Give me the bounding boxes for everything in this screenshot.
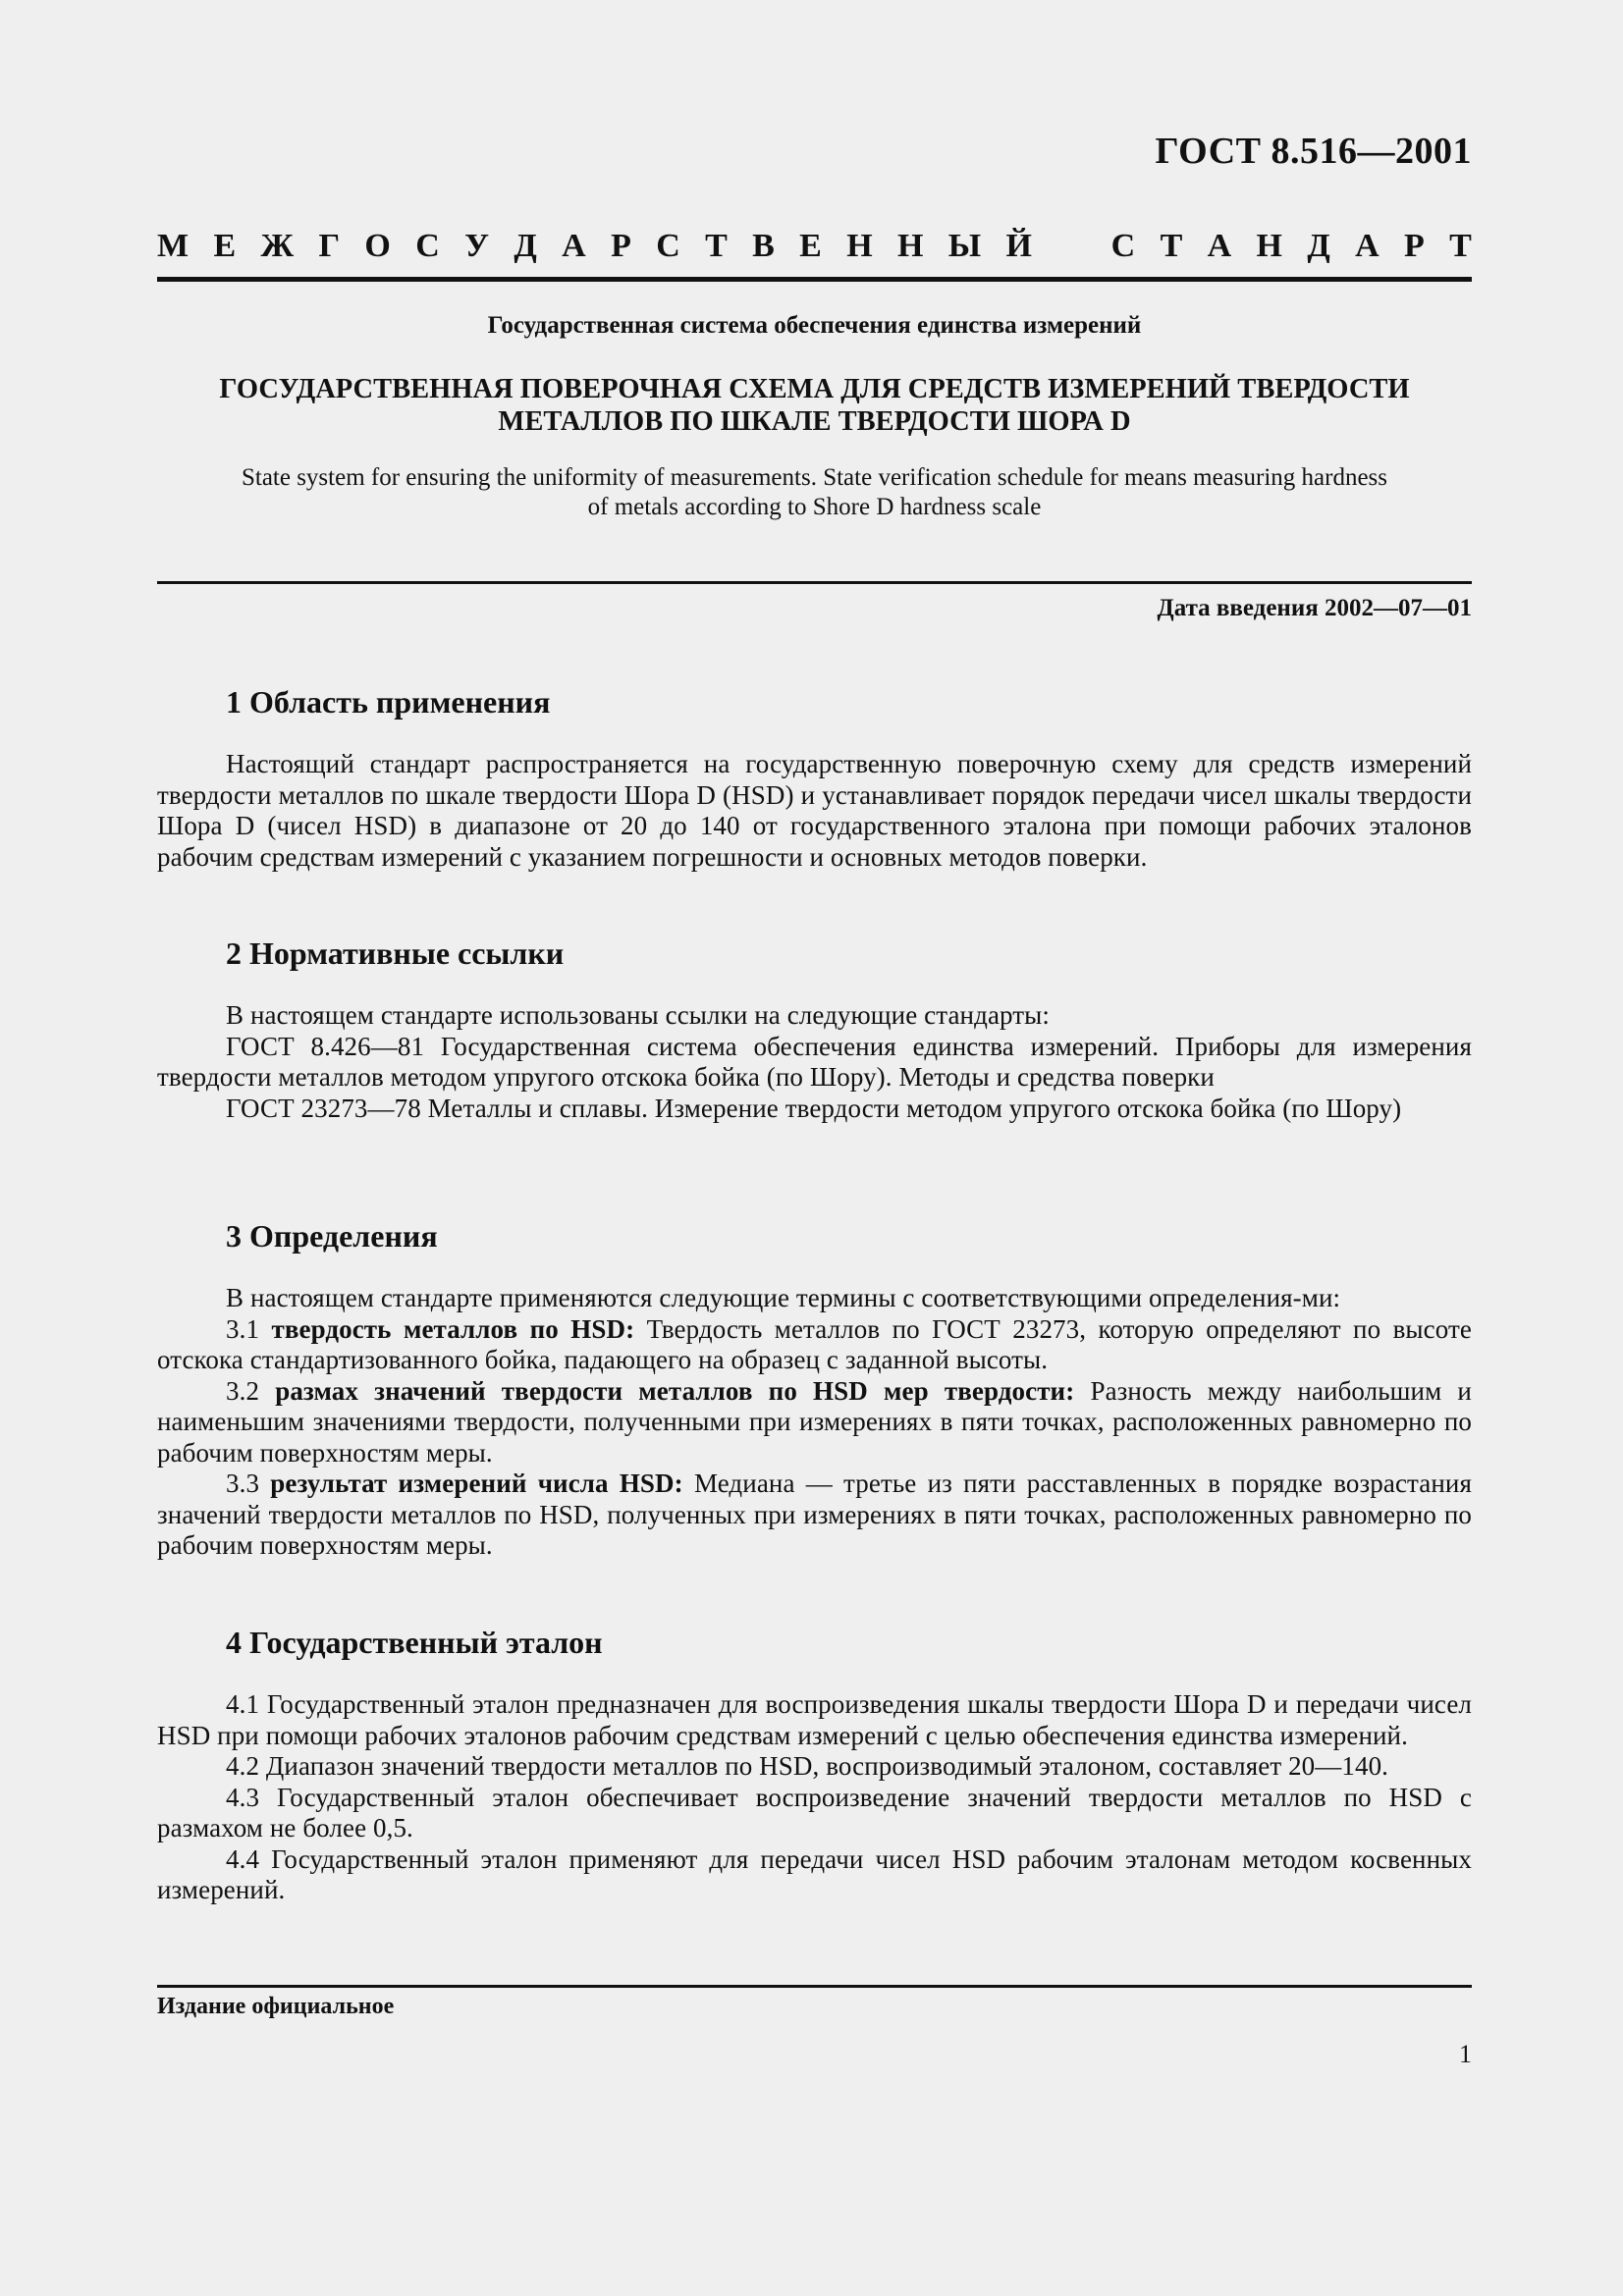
section-1-heading: 1 Область применения bbox=[226, 684, 551, 720]
banner-interstate-letter: С bbox=[415, 228, 440, 264]
banner-interstate-letter: Й bbox=[1005, 228, 1032, 264]
banner-interstate-letter: В bbox=[752, 228, 775, 264]
section-3-heading: 3 Определения bbox=[226, 1218, 438, 1254]
system-subtitle: Государственная система обеспечения единства измерений bbox=[487, 312, 1142, 339]
definition-term: размах значений твердости металлов по HSD мер твердости: bbox=[275, 1375, 1075, 1406]
clause-4-3: 4.3 Государственный эталон обеспечивает воспроизведение значений твердости металлов по HSD с размахом не более 0,5. bbox=[157, 1782, 1472, 1842]
main-title-line-2: МЕТАЛЛОВ ПО ШКАЛЕ ТВЕРДОСТИ ШОРА D bbox=[498, 406, 1131, 437]
english-title-line-1: State system for ensuring the uniformity of measurements. State verification schedule for means measuring hardness bbox=[241, 464, 1388, 491]
clause-4-4: 4.4 Государственный эталон применяют для передачи чисел HSD рабочим эталонам методом косвенных измерений. bbox=[157, 1843, 1472, 1904]
section-4-heading: 4 Государственный эталон bbox=[226, 1625, 603, 1660]
banner-interstate-letter: А bbox=[562, 228, 586, 264]
definition-3-2 bbox=[157, 1376, 1472, 1469]
definition-number: 3.2 bbox=[226, 1375, 276, 1406]
definition-3-1 bbox=[157, 1314, 1472, 1376]
banner-interstate-letter: Е bbox=[213, 228, 237, 264]
banner-interstate-letter: Е bbox=[799, 228, 822, 264]
banner-standard-letter: Н bbox=[1256, 228, 1282, 264]
title-divider bbox=[157, 581, 1472, 584]
interstate-standard-banner bbox=[157, 228, 1472, 265]
introduction-date: Дата введения 2002—07—01 bbox=[1157, 595, 1472, 621]
definition-term: твердость металлов по HSD: bbox=[271, 1313, 635, 1344]
banner-interstate-letter: С bbox=[656, 228, 680, 264]
banner-interstate-letter: У bbox=[464, 228, 490, 264]
banner-standard-letter: Р bbox=[1403, 228, 1425, 264]
banner-interstate-letter: Н bbox=[846, 228, 873, 264]
banner-interstate-letter: Д bbox=[514, 228, 537, 264]
definition-text: Разность между наибольшим и наименьшим значениями твердости, полученными при измерениях в пяти точках, расположенных равномерно по рабочим поверхностям меры. bbox=[157, 1375, 1472, 1468]
banner-gap bbox=[1056, 228, 1086, 265]
page-number: 1 bbox=[1459, 2040, 1472, 2068]
banner-interstate-letter: Г bbox=[318, 228, 341, 264]
banner-interstate-letter: О bbox=[364, 228, 391, 264]
section-1-paragraph: Настоящий стандарт распространяется на государственную поверочную схему для средств измерений твердости металлов по шкале твердости Шора D (HSD) и устанавливает порядок передачи чисел шкалы твердости Шора D (чисел HSD) в диапазоне от 20 до 140 от государственного эталона при помощи рабочих эталонов рабочим средствам измерений с указанием погрешности и основных методов поверки. bbox=[157, 749, 1472, 872]
section-2-body bbox=[157, 1000, 1472, 1124]
definition-text: Медиана — третье из пяти расставленных в порядке возрастания значений твердости металлов по HSD, полученных при измерениях в пяти точках, расположенных равномерно по рабочим поверхностям меры. bbox=[157, 1468, 1472, 1560]
main-title bbox=[157, 373, 1472, 438]
definition-text: Твердость металлов по ГОСТ 23273, которую определяют по высоте отскока стандартизованного бойка, падающего на образец с заданной высоты. bbox=[157, 1313, 1472, 1374]
definition-number: 3.1 bbox=[226, 1313, 272, 1344]
main-title-line-1: ГОСУДАРСТВЕННАЯ ПОВЕРОЧНАЯ СХЕМА ДЛЯ СРЕДСТВ ИЗМЕРЕНИЙ ТВЕРДОСТИ bbox=[219, 374, 1410, 404]
section-1-body bbox=[157, 749, 1472, 873]
english-title-line-2: of metals according to Shore D hardness scale bbox=[587, 494, 1042, 520]
english-title bbox=[157, 463, 1472, 522]
banner-interstate-letter: Р bbox=[611, 228, 631, 264]
gost-number: ГОСТ 8.516—2001 bbox=[1155, 131, 1472, 172]
banner-standard-letter: А bbox=[1207, 228, 1232, 264]
banner-interstate-letter: М bbox=[157, 228, 189, 264]
official-edition-label: Издание официальное bbox=[157, 1994, 395, 2019]
banner-interstate-letter: Ж bbox=[260, 228, 295, 264]
definition-3-3 bbox=[157, 1468, 1472, 1562]
banner-interstate-letter: Н bbox=[897, 228, 924, 264]
banner-interstate-letter: Т bbox=[705, 228, 728, 264]
banner-standard-letter: Д bbox=[1307, 228, 1330, 264]
banner-standard-letter: А bbox=[1355, 228, 1380, 264]
section-2-intro: В настоящем стандарте использованы ссылки на следующие стандарты: bbox=[226, 1000, 1051, 1030]
banner-interstate-letter: Ы bbox=[947, 228, 982, 264]
reference-gost-23273: ГОСТ 23273—78 Металлы и сплавы. Измерение твердости методом упругого отскока бойка (по Шору) bbox=[226, 1093, 1402, 1123]
header-divider bbox=[157, 277, 1472, 282]
footer-divider bbox=[157, 1985, 1472, 1988]
section-3-body bbox=[157, 1283, 1472, 1562]
section-3-intro: В настоящем стандарте применяются следующие термины с соответствующими определения-ми: bbox=[226, 1283, 1341, 1312]
clause-4-1: 4.1 Государственный эталон предназначен для воспроизведения шкалы твердости Шора D и передачи чисел HSD при помощи рабочих эталонов рабочим средствам измерений с целью обеспечения единства измерений. bbox=[157, 1689, 1472, 1750]
definition-number: 3.3 bbox=[226, 1468, 271, 1498]
reference-gost-8426: ГОСТ 8.426—81 Государственная система обеспечения единства измерений. Приборы для измерения твердости металлов методом упругого отскока бойка (по Шору). Методы и средства поверки bbox=[157, 1031, 1472, 1092]
banner-standard-letter: Т bbox=[1160, 228, 1183, 264]
banner-standard-letter: Т bbox=[1449, 228, 1472, 264]
banner-standard-letter: С bbox=[1110, 228, 1136, 264]
definition-term: результат измерений числа HSD: bbox=[270, 1468, 683, 1498]
clause-4-2: 4.2 Диапазон значений твердости металлов по HSD, воспроизводимый эталоном, составляет 20—140. bbox=[226, 1751, 1389, 1781]
section-2-heading: 2 Нормативные ссылки bbox=[226, 935, 565, 971]
section-4-body bbox=[157, 1689, 1472, 1906]
